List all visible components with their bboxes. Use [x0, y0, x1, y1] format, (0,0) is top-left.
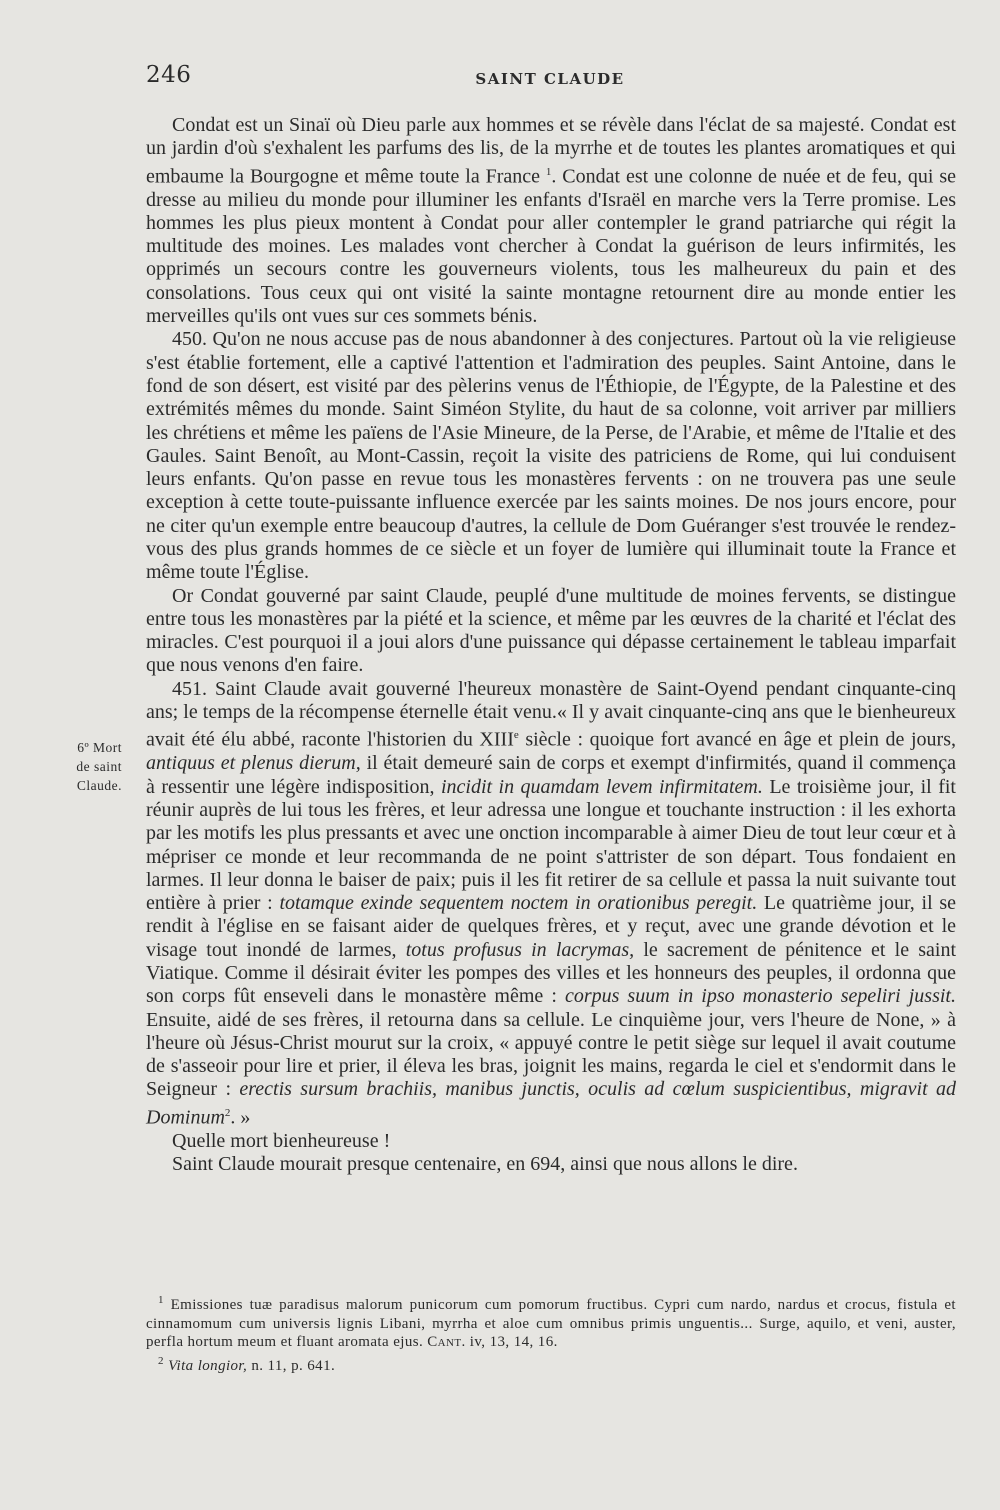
latin-quote: Vita longior,: [168, 1357, 248, 1374]
text-run: 451. Saint Claude avait gouverné l'heureux monastère de Saint-Oyend pendant cinquante-cinq ans; le temps de la récompense éternelle était venu.« Il y avait cinquante-cinq ans que le bienheureux avait été élu abbé, raconte l'historien du XIII: [146, 677, 956, 752]
paragraph: [146, 1130, 956, 1153]
paragraph: [146, 114, 956, 328]
latin-quote: totamque exinde sequentem noctem in orationibus peregit.: [279, 892, 758, 915]
text-run: Cant.: [427, 1334, 466, 1350]
text-run: Le troisième jour, il fit réunir auprès de lui tous les frères, et leur adressa une longue et touchante instruction : il les exhorta par les motifs les plus pressants et avec une onction incomparable à aimer Dieu de tout leur cœur et à mépriser ce monde et leur recommanda de ne point s'attrister de son départ. Tous fondaient en larmes. Il leur donna le baiser de paix; puis il les fit retirer de sa cellule et passa la nuit suivante tout entière à prier :: [146, 775, 956, 915]
text-run: Condat est un Sinaï où Dieu parle aux hommes et se révèle dans l'éclat de sa majesté. Condat est un jardin d'où s'exhalent les parfums des lis, de la myrrhe et de toutes les plantes aromatiques et qui embaume la Bourgogne et même toute la France: [146, 114, 956, 188]
main-text: [146, 114, 956, 1176]
paragraph: [146, 328, 956, 584]
text-run: Le quatrième jour, il se rendit à l'église en se faisant aider de quelques frères, et y reçut, avec une grande dévotion et le visage tout inondé de larmes,: [146, 892, 956, 961]
footnotes: [146, 1291, 956, 1375]
text-run: iv, 13, 14, 16.: [465, 1334, 558, 1350]
margin-note-line: Claude.: [76, 778, 122, 793]
note-reference: 1: [158, 1294, 164, 1306]
text-run: Ensuite, aidé de ses frères, il retourna dans sa cellule. Le cinquième jour, vers l'heure de None, » à l'heure où Jésus-Christ mourut sur la croix, « appuyé contre le petit siège sur lequel il avait coutume de s'asseoir pour lire et prier, il éleva les bras, joignit les mains, regarda le ciel et s'endormit dans le Seigneur :: [146, 1008, 956, 1101]
note-reference: e: [513, 729, 519, 742]
text-run: . »: [230, 1106, 251, 1129]
latin-quote: corpus suum in ipso monasterio sepeliri jussit.: [564, 985, 956, 1008]
text-run: . Condat est une colonne de nuée et de feu, qui se dresse au milieu du monde pour illuminer les enfants d'Israël en marche vers la Terre promise. Les hommes les plus pieux montent à Condat pour aller contempler le grand patriarche qui régit la multitude des moines. Les malades vont chercher à Condat la guérison de leurs infirmités, les opprimés un secours contre les gouverneurs violents, tous les malheureux du pain et des consolations. Tous ceux qui ont visité la sainte montagne retournent dire au monde entier les merveilles qu'ils ont vues sur ces sommets bénis.: [146, 165, 956, 328]
margin-note-line: de saint: [76, 759, 122, 774]
latin-quote: erectis sursum brachiis, manibus junctis, oculis ad cœlum suspicientibus, migravit ad Dominum: [146, 1078, 956, 1129]
text-run: n. 11, p. 641.: [247, 1357, 336, 1374]
text-run: 450. Qu'on ne nous accuse pas de nous abandonner à des conjectures. Partout où la vie religieuse s'est établie fortement, elle a captivé l'attention et l'admiration des peuples. Saint Antoine, dans le fond de son désert, est visité par des pèlerins venus de l'Éthiopie, de l'Égypte, de la Palestine et des extrémités mêmes du monde. Saint Siméon Stylite, du haut de sa colonne, voit arriver par milliers les chrétiens et même les païens de l'Asie Mineure, de la Perse, de l'Arabie, et même de l'Italie et des Gaules. Saint Benoît, au Mont-Cassin, reçoit la visite des patriciens de Rome, qui lui conduisent leurs enfants. Qu'on passe en revue tous les monastères fervents : on ne trouvera pas une seule exception à cette toute-puissante influence exercée par les saints moines. De nos jours encore, pour ne citer qu'un exemple entre beaucoup d'autres, la cellule de Dom Guéranger s'est trouvée le rendez-vous des plus grands hommes de ce siècle et un foyer de lumière qui illuminait toute la France et même toute l'Église.: [146, 328, 956, 584]
note-reference: 1: [545, 165, 552, 178]
text-run: siècle : quoique fort avancé en âge et plein de jours,: [518, 729, 956, 752]
text-run: Quelle mort bienheureuse !: [172, 1129, 391, 1152]
margin-note-line: 6º Mort: [77, 740, 122, 755]
footnote: [146, 1291, 956, 1352]
footnote: [146, 1352, 956, 1376]
page-number: 246: [146, 62, 192, 88]
note-reference: 2: [158, 1354, 164, 1367]
paragraph: [146, 585, 956, 678]
text-run: le sacrement de pénitence et le saint Viatique. Comme il désirait éviter les pompes des villes et les honneurs des peuples, il ordonna que son corps fût enseveli dans le monastère même :: [146, 938, 957, 1008]
text-run: il était demeuré sain de corps et exempt d'infirmités, quand il commença à ressentir une légère indisposition,: [146, 752, 956, 798]
paragraph: [146, 1153, 956, 1176]
margin-note: [40, 738, 122, 795]
text-run: Emissiones tuæ paradisus malorum punicorum cum pomorum fructibus. Cypri cum nardo, nardus et crocus, fistula et cinnamomum cum universis lignis Libani, myrrha et aloe cum omnibus primis unguentis... Surge, aquilo, et veni, auster, perfla hortum meum et fluant aromata ejus.: [146, 1297, 956, 1350]
latin-quote: antiquus et plenus dierum,: [146, 752, 361, 775]
text-run: Or Condat gouverné par saint Claude, peuplé d'une multitude de moines fervents, se distingue entre tous les monastères par la piété et la science, et même par les œuvres de la charité et l'éclat des miracles. C'est pourquoi il a joui alors d'une puissance qui dépasse certainement le tableau imparfait que nous venons d'en faire.: [146, 584, 956, 677]
latin-quote: incidit in quamdam levem infirmitatem.: [440, 775, 763, 798]
running-title: SAINT CLAUDE: [475, 70, 625, 88]
latin-quote: totus profusus in lacrymas,: [405, 938, 635, 961]
note-reference: 2: [224, 1106, 231, 1119]
text-run: Saint Claude mourait presque centenaire, en 694, ainsi que nous allons le dire.: [172, 1153, 798, 1176]
paragraph: [146, 678, 956, 1130]
